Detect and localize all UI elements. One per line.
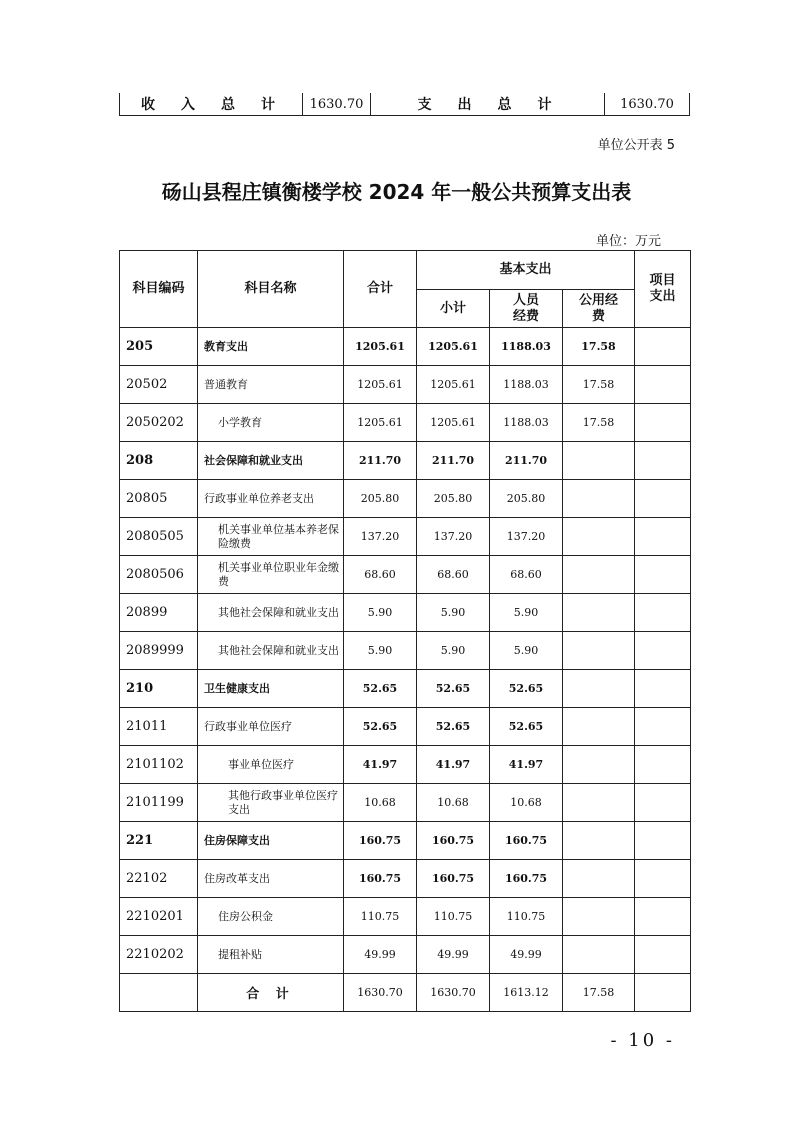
- row-total: 1205.61: [344, 328, 417, 366]
- row-total: 10.68: [344, 784, 417, 822]
- table-row: [120, 860, 691, 898]
- row-personnel: 160.75: [490, 860, 563, 898]
- row-public: [563, 556, 635, 594]
- unit-label: 单位：万元: [595, 234, 661, 249]
- header-code: 科目编码: [120, 251, 198, 328]
- table-row: [120, 328, 691, 366]
- row-personnel: 110.75: [490, 898, 563, 936]
- row-personnel: 211.70: [490, 442, 563, 480]
- row-code: 21011: [120, 708, 198, 746]
- row-code: 2210201: [120, 898, 198, 936]
- row-code: 210: [120, 670, 198, 708]
- row-total: 68.60: [344, 556, 417, 594]
- row-project: [635, 632, 691, 670]
- row-total: 137.20: [344, 518, 417, 556]
- row-project: [635, 822, 691, 860]
- row-public: [563, 632, 635, 670]
- header-public: 公用经 费: [563, 290, 635, 328]
- row-project: [635, 366, 691, 404]
- row-total: 1205.61: [344, 404, 417, 442]
- income-expense-summary-row: [119, 93, 690, 116]
- row-code: 20805: [120, 480, 198, 518]
- row-project: [635, 936, 691, 974]
- total-row-label: 合 计: [198, 974, 344, 1012]
- row-name: 行政事业单位养老支出: [198, 480, 344, 518]
- total-row-personnel: 1613.12: [490, 974, 563, 1012]
- row-name: 普通教育: [198, 366, 344, 404]
- row-name: 住房公积金: [198, 898, 344, 936]
- row-personnel: 5.90: [490, 594, 563, 632]
- row-code: 2050202: [120, 404, 198, 442]
- table-row: [120, 708, 691, 746]
- row-code: 2210202: [120, 936, 198, 974]
- table-row: [120, 518, 691, 556]
- row-code: 22102: [120, 860, 198, 898]
- row-project: [635, 556, 691, 594]
- header-total: 合计: [344, 251, 417, 328]
- table-number: 单位公开表 5: [597, 138, 675, 153]
- row-project: [635, 328, 691, 366]
- row-name: 机关事业单位职业年金缴费: [198, 556, 344, 594]
- row-name: 卫生健康支出: [198, 670, 344, 708]
- header-name: 科目名称: [198, 251, 344, 328]
- row-subtotal: 160.75: [417, 860, 490, 898]
- row-project: [635, 708, 691, 746]
- row-project: [635, 670, 691, 708]
- row-public: [563, 518, 635, 556]
- row-name: 社会保障和就业支出: [198, 442, 344, 480]
- row-subtotal: 49.99: [417, 936, 490, 974]
- row-total: 5.90: [344, 594, 417, 632]
- row-name: 其他行政事业单位医疗支出: [198, 784, 344, 822]
- row-personnel: 137.20: [490, 518, 563, 556]
- row-subtotal: 1205.61: [417, 366, 490, 404]
- header-project-expenditure: 项目 支出: [635, 251, 691, 328]
- expense-total-value: 1630.70: [605, 93, 690, 116]
- row-subtotal: 10.68: [417, 784, 490, 822]
- row-total: 160.75: [344, 822, 417, 860]
- row-total: 41.97: [344, 746, 417, 784]
- table-row: [120, 898, 691, 936]
- row-name: 行政事业单位医疗: [198, 708, 344, 746]
- table-row: [120, 822, 691, 860]
- row-subtotal: 5.90: [417, 594, 490, 632]
- row-name: 住房保障支出: [198, 822, 344, 860]
- row-code: 20502: [120, 366, 198, 404]
- table-row: [120, 936, 691, 974]
- table-row: [120, 366, 691, 404]
- row-personnel: 41.97: [490, 746, 563, 784]
- row-public: [563, 708, 635, 746]
- row-code: 221: [120, 822, 198, 860]
- income-total-label: 收入总计: [120, 93, 303, 116]
- row-total: 211.70: [344, 442, 417, 480]
- row-project: [635, 860, 691, 898]
- table-row: [120, 746, 691, 784]
- total-row-code: [120, 974, 198, 1012]
- row-subtotal: 211.70: [417, 442, 490, 480]
- row-name: 提租补贴: [198, 936, 344, 974]
- row-total: 160.75: [344, 860, 417, 898]
- row-name: 其他社会保障和就业支出: [198, 632, 344, 670]
- row-personnel: 1188.03: [490, 328, 563, 366]
- total-row-subtotal: 1630.70: [417, 974, 490, 1012]
- row-code: 2089999: [120, 632, 198, 670]
- row-personnel: 10.68: [490, 784, 563, 822]
- table-row: [120, 442, 691, 480]
- total-row: [120, 974, 691, 1012]
- row-project: [635, 898, 691, 936]
- row-public: 17.58: [563, 366, 635, 404]
- row-public: [563, 746, 635, 784]
- row-name: 住房改革支出: [198, 860, 344, 898]
- total-row-project: [635, 974, 691, 1012]
- row-total: 110.75: [344, 898, 417, 936]
- page-number: - 10 -: [610, 1030, 675, 1051]
- row-total: 49.99: [344, 936, 417, 974]
- row-personnel: 1188.03: [490, 366, 563, 404]
- row-project: [635, 518, 691, 556]
- row-code: 208: [120, 442, 198, 480]
- row-subtotal: 160.75: [417, 822, 490, 860]
- row-total: 1205.61: [344, 366, 417, 404]
- table-row: [120, 480, 691, 518]
- row-subtotal: 1205.61: [417, 328, 490, 366]
- row-personnel: 68.60: [490, 556, 563, 594]
- row-project: [635, 442, 691, 480]
- row-total: 52.65: [344, 708, 417, 746]
- row-code: 2080506: [120, 556, 198, 594]
- row-name: 小学教育: [198, 404, 344, 442]
- row-total: 205.80: [344, 480, 417, 518]
- row-personnel: 160.75: [490, 822, 563, 860]
- page-title: 砀山县程庄镇衡楼学校 2024 年一般公共预算支出表: [161, 180, 632, 204]
- row-name: 机关事业单位基本养老保险缴费: [198, 518, 344, 556]
- row-public: [563, 480, 635, 518]
- row-subtotal: 52.65: [417, 670, 490, 708]
- row-subtotal: 41.97: [417, 746, 490, 784]
- row-subtotal: 205.80: [417, 480, 490, 518]
- row-personnel: 52.65: [490, 708, 563, 746]
- total-row-public: 17.58: [563, 974, 635, 1012]
- table-row: [120, 784, 691, 822]
- income-total-value: 1630.70: [303, 93, 371, 116]
- row-subtotal: 110.75: [417, 898, 490, 936]
- row-project: [635, 784, 691, 822]
- total-row-total: 1630.70: [344, 974, 417, 1012]
- row-public: [563, 822, 635, 860]
- row-public: [563, 442, 635, 480]
- row-personnel: 5.90: [490, 632, 563, 670]
- expense-total-label: 支出总计: [371, 93, 605, 116]
- budget-expenditure-table: [119, 250, 691, 1012]
- header-subtotal: 小计: [417, 290, 490, 328]
- row-public: [563, 594, 635, 632]
- row-name: 教育支出: [198, 328, 344, 366]
- row-public: 17.58: [563, 328, 635, 366]
- table-row: [120, 556, 691, 594]
- row-subtotal: 68.60: [417, 556, 490, 594]
- row-subtotal: 52.65: [417, 708, 490, 746]
- row-personnel: 205.80: [490, 480, 563, 518]
- row-public: [563, 898, 635, 936]
- header-basic-expenditure: 基本支出: [417, 251, 635, 290]
- table-row: [120, 670, 691, 708]
- row-code: 2080505: [120, 518, 198, 556]
- row-personnel: 52.65: [490, 670, 563, 708]
- row-name: 其他社会保障和就业支出: [198, 594, 344, 632]
- row-code: 20899: [120, 594, 198, 632]
- row-subtotal: 5.90: [417, 632, 490, 670]
- row-project: [635, 746, 691, 784]
- row-total: 52.65: [344, 670, 417, 708]
- row-personnel: 1188.03: [490, 404, 563, 442]
- row-public: 17.58: [563, 404, 635, 442]
- header-personnel: 人员 经费: [490, 290, 563, 328]
- row-public: [563, 784, 635, 822]
- table-row: [120, 594, 691, 632]
- row-code: 205: [120, 328, 198, 366]
- table-row: [120, 404, 691, 442]
- row-code: 2101199: [120, 784, 198, 822]
- row-code: 2101102: [120, 746, 198, 784]
- row-name: 事业单位医疗: [198, 746, 344, 784]
- row-subtotal: 1205.61: [417, 404, 490, 442]
- row-project: [635, 594, 691, 632]
- row-personnel: 49.99: [490, 936, 563, 974]
- row-public: [563, 936, 635, 974]
- row-public: [563, 860, 635, 898]
- row-subtotal: 137.20: [417, 518, 490, 556]
- table-row: [120, 632, 691, 670]
- row-public: [563, 670, 635, 708]
- row-project: [635, 480, 691, 518]
- row-total: 5.90: [344, 632, 417, 670]
- row-project: [635, 404, 691, 442]
